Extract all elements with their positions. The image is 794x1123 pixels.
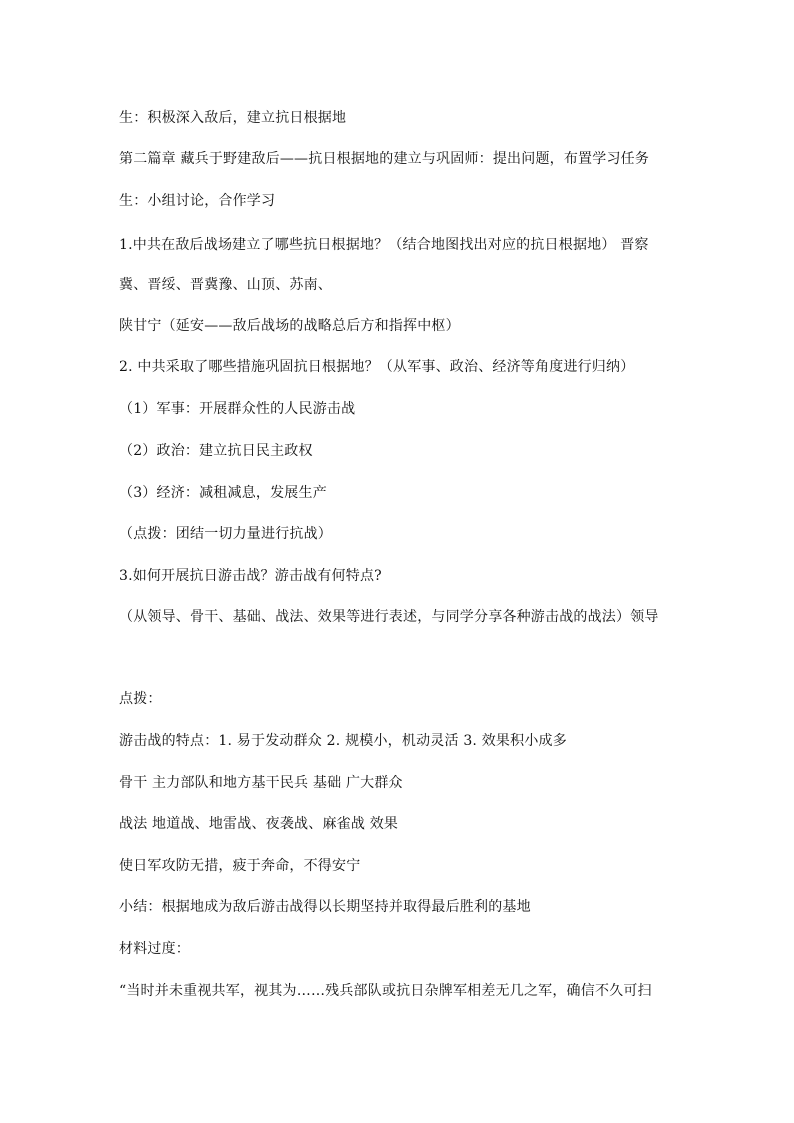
- text-line-2: 第二篇章 藏兵于野建敌后——抗日根据地的建立与巩固师：提出问题，布置学习任务: [119, 151, 650, 167]
- text-line-11: （点拨：团结一切力量进行抗战）: [119, 526, 332, 542]
- text-line-17: 战法 地道战、地雷战、夜袭战、麻雀战 效果: [119, 816, 399, 832]
- text-line-5: 冀、晋绥、晋冀豫、山顶、苏南、: [119, 277, 332, 293]
- text-line-6: 陕甘宁（延安——敌后战场的战略总后方和指挥中枢）: [119, 318, 460, 334]
- text-line-18: 使日军攻防无措，疲于奔命，不得安宁: [119, 858, 361, 874]
- text-line-10: （3）经济：减租减息，发展生产: [119, 485, 327, 501]
- text-line-13: （从领导、骨干、基础、战法、效果等进行表述，与同学分享各种游击战的战法）领导: [119, 609, 659, 625]
- text-line-16: 骨干 主力部队和地方基干民兵 基础 广大群众: [119, 775, 403, 791]
- text-line-7: 2. 中共采取了哪些措施巩固抗日根据地？（从军事、政治、经济等角度进行归纳）: [119, 359, 635, 375]
- text-line-19: 小结：根据地成为敌后游击战得以长期坚持并取得最后胜利的基地: [119, 899, 531, 915]
- text-line-8: （1）军事：开展群众性的人民游击战: [119, 401, 356, 417]
- text-line-21: “当时并未重视共军，视其为……残兵部队或抗日杂牌军相差无几之军，确信不久可扫: [119, 983, 652, 999]
- text-line-15: 游击战的特点：1. 易于发动群众 2. 规模小，机动灵活 3. 效果积小成多: [119, 733, 567, 749]
- text-line-12: 3.如何开展抗日游击战？游击战有何特点?: [119, 568, 382, 584]
- text-line-4: 1.中共在敌后战场建立了哪些抗日根据地？（结合地图找出对应的抗日根据地） 晋察: [119, 237, 649, 253]
- text-line-1: 生：积极深入敌后，建立抗日根据地: [119, 110, 347, 126]
- text-line-14: 点拨：: [119, 691, 162, 707]
- text-line-20: 材料过度：: [119, 941, 190, 957]
- text-line-3: 生：小组讨论，合作学习: [119, 193, 276, 209]
- text-line-9: （2）政治：建立抗日民主政权: [119, 443, 313, 459]
